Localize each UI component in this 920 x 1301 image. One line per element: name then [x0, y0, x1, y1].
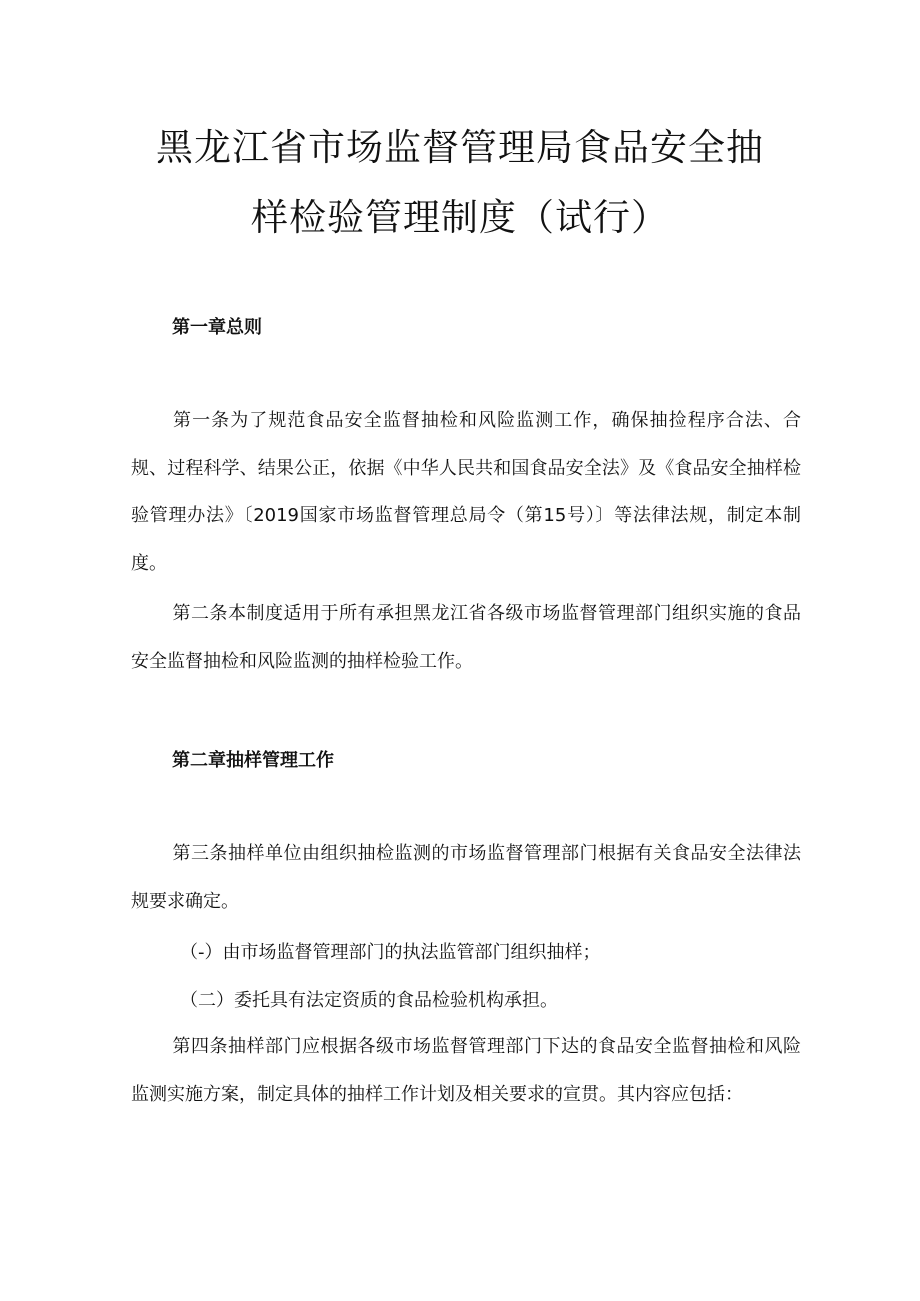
article-3-text: 第三条抽样单位由组织抽检监测的市场监督管理部门根据有关食品安全法律法规要求确定。	[131, 843, 801, 912]
chapter-1-heading: 第一章总则	[172, 317, 262, 338]
article-4-paragraph	[131, 1023, 801, 1118]
article-1-paragraph	[131, 397, 801, 587]
article-2-paragraph	[131, 590, 801, 685]
chapter-2-heading: 第二章抽样管理工作	[172, 750, 334, 771]
article-3-item-1: （-）由市场监督管理部门的执法监管部门组织抽样；	[180, 942, 601, 963]
document-title-line-2: 样检验管理制度（试行）	[251, 196, 669, 239]
article-4-text: 第四条抽样部门应根据各级市场监督管理部门下达的食品安全监督抽检和风险监测实施方案，制定具体的抽样工作计划及相关要求的宣贯。其内容应包括：	[131, 1036, 801, 1105]
article-1-text: 第一条为了规范食品安全监督抽检和风险监测工作，确保抽捡程序合法、合规、过程科学、结果公正，依据《中华人民共和国食品安全法》及《食品安全抽样检验管理办法》〔2019国家市场监督管理总局令（第15号）〕等法律法规，制定本制度。	[131, 410, 801, 574]
document-title-line-1: 黑龙江省市场监督管理局食品安全抽	[156, 126, 764, 169]
article-3-item-2: （二）委托具有法定资质的食品检验机构承担。	[180, 990, 558, 1011]
article-2-text: 第二条本制度适用于所有承担黑龙江省各级市场监督管理部门组织实施的食品安全监督抽检和风险监测的抽样检验工作。	[131, 603, 801, 672]
article-3-paragraph	[131, 830, 801, 925]
